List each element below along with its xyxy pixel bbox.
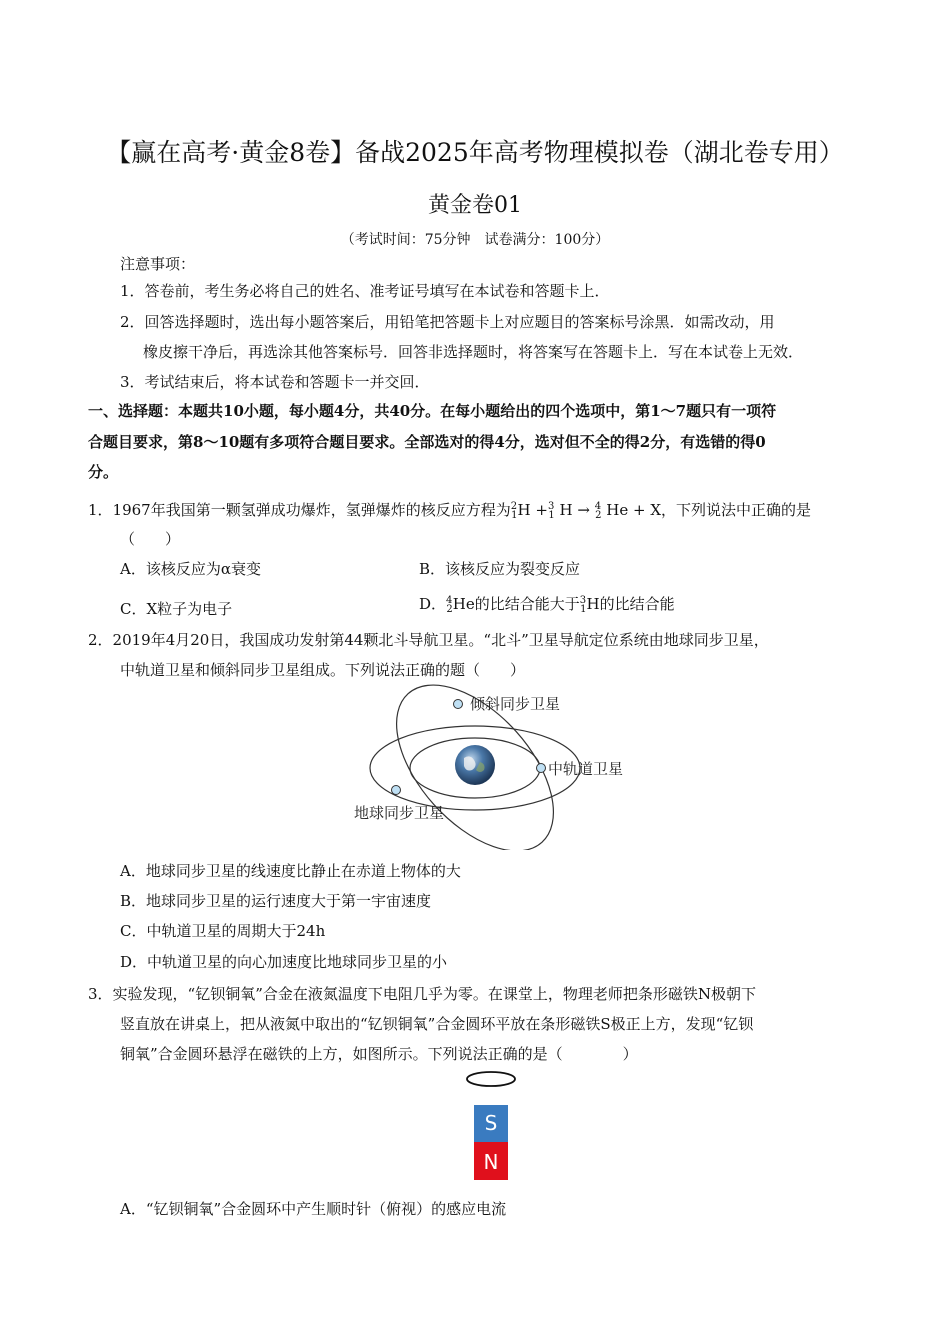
exam-info: （考试时间：75分钟 试卷满分：100分） — [340, 232, 610, 248]
label-geo-satellite: 地球同步卫星 — [354, 804, 445, 822]
section-heading-line1: 一、选择题：本题共10小题，每小题4分，共40分。在每小题给出的四个选项中，第1～7题只有一项符 — [88, 402, 777, 420]
section-heading-line2: 合题目要求，第8～10题有多项符合题目要求。全部选对的得4分，选对但不全的得2分，有选错的得0 — [88, 433, 766, 451]
alloy-ring — [467, 1072, 515, 1086]
magnet-s-label: S — [484, 1111, 498, 1135]
q1-option-d: D．$^4_2$He的比结合能大于$^3_1$H的比结合能 — [419, 595, 675, 615]
label-inclined-satellite: 倾斜同步卫星 — [470, 695, 561, 713]
note-item-3: 3．考试结束后，将本试卷和答题卡一并交回． — [120, 373, 430, 391]
q1-option-b: B．该核反应为裂变反应 — [419, 560, 581, 578]
q1-reaction-equation: $^2_1$H +$^3_1$ H → $^4_2$ He + X — [510, 501, 661, 521]
q1-stem — [88, 499, 811, 520]
q2-option-d: D．中轨道卫星的向心加速度比地球同步卫星的小 — [120, 953, 448, 971]
q3-stem-line1: 3．实验发现，“钇钡铜氧”合金在液氮温度下电阻几乎为零。在课堂上，物理老师把条形磁铁N极朝下 — [88, 985, 757, 1003]
q2-stem-line2: 中轨道卫星和倾斜同步卫星组成。下列说法正确的题（ ） — [120, 661, 526, 679]
q2-option-c: C．中轨道卫星的周期大于24h — [120, 922, 326, 940]
q1-option-a: A．该核反应为α衰变 — [120, 560, 261, 578]
q3-stem-line3: 铜氧”合金圆环悬浮在磁铁的上方，如图所示。下列说法正确的是（ ） — [120, 1045, 638, 1063]
page-subtitle: 黄金卷01 — [428, 193, 522, 218]
q1-option-c: C．X粒子为电子 — [120, 600, 233, 618]
note-item-1: 1．答卷前，考生务必将自己的姓名、准考证号填写在本试卷和答题卡上． — [120, 282, 610, 300]
q3-option-a: A．“钇钡铜氧”合金圆环中产生顺时针（俯视）的感应电流 — [120, 1200, 507, 1218]
note-item-2: 2．回答选择题时，选出每小题答案后，用铅笔把答题卡上对应题目的答案标号涂黑．如需改动，用 — [120, 313, 775, 331]
medium-satellite-icon — [537, 764, 546, 773]
q1-answer-blank: （ ） — [120, 530, 181, 548]
q2-option-a: A．地球同步卫星的线速度比静止在赤道上物体的大 — [120, 862, 461, 880]
geo-satellite-icon — [392, 786, 401, 795]
inclined-satellite-icon — [454, 700, 463, 709]
q2-orbit-figure — [340, 680, 640, 850]
section-heading-line3: 分。 — [88, 463, 119, 481]
q2-stem-line1: 2．2019年4月20日，我国成功发射第44颗北斗导航卫星。“北斗”卫星导航定位系统由地球同步卫星， — [88, 631, 769, 649]
label-medium-satellite: 中轨道卫星 — [548, 760, 624, 778]
magnet-n-label: N — [483, 1150, 499, 1174]
q2-option-b: B．地球同步卫星的运行速度大于第一宇宙速度 — [120, 892, 432, 910]
q3-magnet-figure — [455, 1065, 530, 1190]
page-title: 【赢在高考·黄金8卷】备战2025年高考物理模拟卷（湖北卷专用） — [106, 138, 844, 167]
q1-stem-pre: 1．1967年我国第一颗氢弹成功爆炸，氢弹爆炸的核反应方程为 — [88, 501, 511, 519]
note-item-2-cont: 橡皮擦干净后，再选涂其他答案标号．回答非选择题时，将答案写在答题卡上．写在本试卷上无效． — [143, 343, 804, 361]
q1-stem-post: ，下列说法中正确的是 — [661, 501, 812, 519]
notes-heading: 注意事项： — [120, 255, 196, 273]
q3-stem-line2: 竖直放在讲桌上，把从液氮中取出的“钇钡铜氧”合金圆环平放在条形磁铁S极正上方，发现“钇钡 — [120, 1015, 754, 1033]
